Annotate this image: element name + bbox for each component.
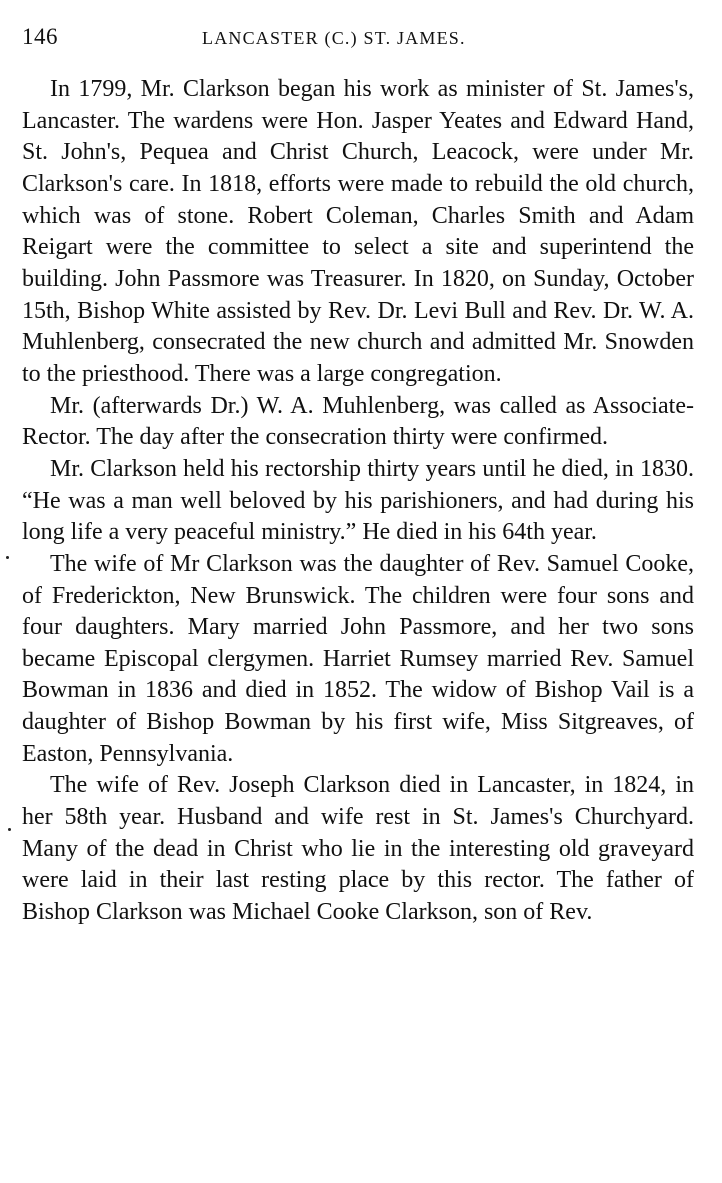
- body-text: [22, 74, 694, 929]
- stray-ink-mark: [6, 556, 9, 559]
- paragraph-clarkson-ministry: In 1799, Mr. Clarkson began his work as minister of St. James's, Lancaster. The wardens were Hon. Jasper Yeates and Edward Hand, St. John's, Pequea and Christ Church, Leacock, were under Mr. Clarkson's care. In 1818, efforts were made to rebuild the old church, which was of stone. Robert Coleman, Charles Smith and Adam Reigart were the committee to select a site and superintend the building. John Passmore was Treasurer. In 1820, on Sunday, October 15th, Bishop White assisted by Rev. Dr. Levi Bull and Rev. Dr. W. A. Muhlenberg, consecrated the new church and admitted Mr. Snowden to the priesthood. There was a large congregation.: [22, 76, 694, 387]
- paragraph-wife-death: The wife of Rev. Joseph Clarkson died in Lancaster, in 1824, in her 58th year. Husband and wife rest in St. James's Churchyard. Many of the dead in Christ who lie in the interesting old graveyard were laid in their last resting place by this rector. The father of Bishop Clarkson was Michael Cooke Clarkson, son of Rev.: [22, 772, 694, 926]
- paragraph-muhlenberg-associate: Mr. (afterwards Dr.) W. A. Muhlenberg, was called as Associate-Rector. The day after the consecration thirty were confirmed.: [22, 392, 694, 451]
- paragraph-rectorship: Mr. Clarkson held his rectorship thirty years until he died, in 1830. “He was a man well beloved by his parishioners, and had during his long life a very peaceful ministry.” He died in his 64th year.: [22, 455, 694, 546]
- running-head: LANCASTER (C.) ST. JAMES.: [202, 28, 466, 48]
- page-header: [22, 24, 696, 56]
- stray-ink-mark: [8, 828, 11, 831]
- paragraph-family: The wife of Mr Clarkson was the daughter of Rev. Samuel Cooke, of Frederickton, New Brunswick. The children were four sons and four daughters. Mary married John Passmore, and her two sons became Episcopal clergymen. Harriet Rumsey married Rev. Samuel Bowman in 1836 and died in 1852. The widow of Bishop Vail is a daughter of Bishop Bowman by his first wife, Miss Sitgreaves, of Easton, Pennsylvania.: [22, 550, 694, 767]
- page-number: 146: [22, 24, 58, 49]
